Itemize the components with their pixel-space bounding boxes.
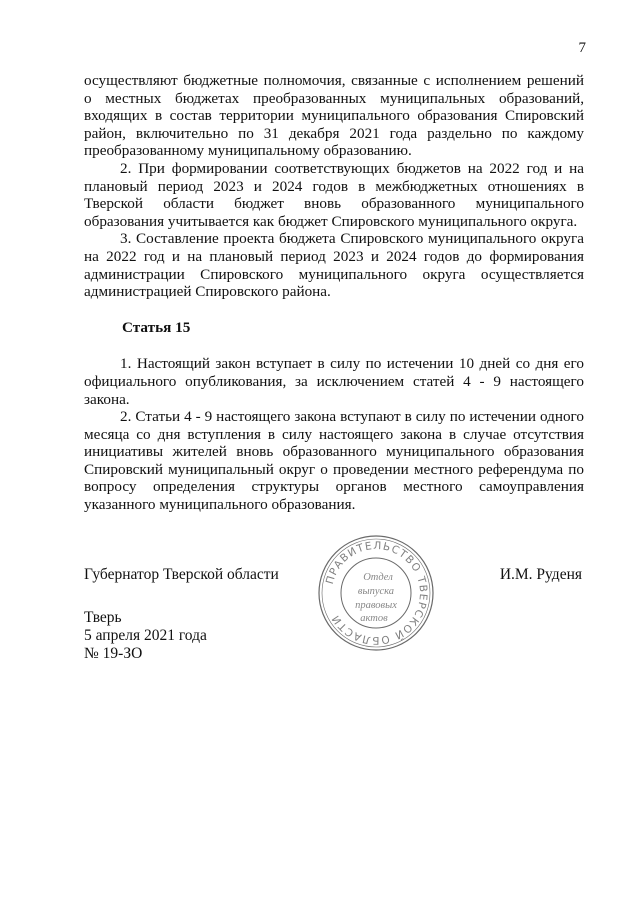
article-heading: Статья 15 — [122, 318, 191, 336]
page-number: 7 — [578, 40, 586, 56]
document-body — [84, 72, 584, 514]
place-date-block — [84, 609, 207, 662]
seal-icon — [316, 533, 436, 653]
svg-text:правовых: правовых — [355, 600, 397, 611]
svg-text:ПРАВИТЕЛЬСТВО ТВЕРСКОЙ ОБЛАСТИ: ПРАВИТЕЛЬСТВО ТВЕРСКОЙ ОБЛАСТИ — [323, 539, 430, 647]
article-paragraph-1: 1. Настоящий закон вступает в силу по истечении 10 дней со дня его официального опубликования, за исключением статей 4 - 9 настоящего закона. — [84, 355, 584, 408]
paragraph-2: 2. При формировании соответствующих бюджетов на 2022 год и на плановый период 2023 и 2024 годов в межбюджетных отношениях в Тверской области бюджет вновь образованного муниципального образования учитывается как бюджет Спировского муниципального округа. — [84, 159, 584, 230]
svg-text:выпуска: выпуска — [357, 586, 395, 597]
paragraph-3: 3. Составление проекта бюджета Спировского муниципального округа на 2022 год и на плановый период 2023 и 2024 годов до формирования администрации Спировского муниципального округа осуществляется администрацией Спировского района. — [84, 230, 584, 301]
law-number: № 19-ЗО — [84, 644, 143, 662]
place: Тверь — [84, 609, 122, 626]
article-paragraph-2: 2. Статьи 4 - 9 настоящего закона вступают в силу по истечении одного месяца со дня вступления в силу настоящего закона в случае отсутствия инициативы жителей вновь образованного муниципального образования Спировский муниципальный округ о проведении местного референдума по вопросу определения структуры органов местного самоуправления указанного муниципального образования. — [84, 408, 584, 514]
paragraph-continuation: осуществляют бюджетные полномочия, связанные с исполнением решений о местных бюджетах преобразованных муниципальных образований, входящих в состав территории муниципального образования Спировский район, включительно по 31 декабря 2021 года раздельно по каждому преобразованному муниципальному образованию. — [84, 72, 584, 160]
svg-text:Отдел: Отдел — [363, 572, 393, 583]
official-seal — [316, 533, 436, 653]
governor-name: И.М. Руденя — [499, 566, 582, 583]
governor-title: Губернатор Тверской области — [84, 566, 279, 583]
svg-text:актов: актов — [360, 613, 388, 624]
date: 5 апреля 2021 года — [84, 626, 207, 644]
